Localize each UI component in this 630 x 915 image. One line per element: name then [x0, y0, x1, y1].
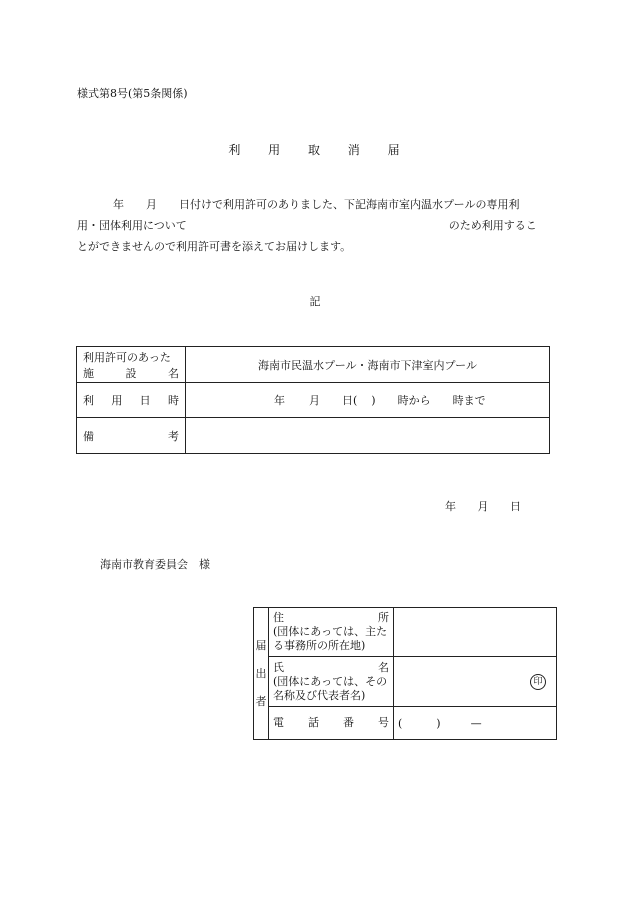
body-year: 年 [113, 198, 124, 211]
remarks-row [77, 418, 550, 454]
phone-row [254, 707, 557, 740]
submission-date: 年 月 日 [445, 500, 521, 513]
form-number: 様式第8号(第5条関係) [77, 87, 188, 100]
datetime-row [77, 383, 550, 418]
addressee: 海南市教育委員会 様 [100, 558, 210, 571]
name-label: 氏 名 (団体にあっては、その名称及び代表者名) [269, 657, 394, 707]
facility-label [77, 347, 186, 383]
body-line2-start: 用・団体利用について [77, 219, 187, 232]
body-line-3: とができませんので利用許可書を添えてお届けします。 [77, 240, 352, 253]
cancellation-details-table [76, 346, 550, 454]
phone-label: 電 話 番 号 [269, 707, 394, 740]
remarks-value[interactable] [186, 418, 550, 454]
datetime-value[interactable]: 年 月 日( ) 時から 時まで [186, 383, 550, 418]
remarks-label: 備 考 [77, 418, 186, 454]
address-row [254, 608, 557, 657]
facility-value: 海南市民温水プール・海南市下津室内プール [186, 347, 550, 383]
name-row [254, 657, 557, 707]
seal-mark: 印 [530, 674, 546, 690]
document-title: 利 用 取 消 届 [228, 143, 402, 157]
body-line1-text: 日付けで利用許可のありました、下記海南市室内温水プールの専用利 [179, 198, 520, 211]
name-value[interactable] [394, 657, 557, 707]
ki-heading: 記 [309, 295, 321, 308]
facility-label-line2: 施 設 名 [83, 366, 179, 380]
body-line-2 [77, 217, 537, 233]
facility-label-line1: 利用許可のあった [83, 350, 171, 364]
body-line-1 [77, 196, 519, 212]
address-label: 住 所 (団体にあっては、主たる事務所の所在地) [269, 608, 394, 657]
name-label-note: (団体にあっては、その名称及び代表者名) [273, 674, 388, 702]
facility-row [77, 347, 550, 383]
body-month: 月 [146, 198, 157, 211]
address-value[interactable] [394, 608, 557, 657]
applicant-table [253, 607, 557, 740]
phone-value[interactable]: ( ) — [394, 707, 557, 740]
applicant-side-label: 届 出 者 [254, 608, 269, 740]
datetime-label: 利 用 日 時 [77, 383, 186, 418]
body-line2-end: のため利用するこ [448, 219, 537, 232]
address-label-note: (団体にあっては、主たる事務所の所在地) [273, 625, 388, 652]
